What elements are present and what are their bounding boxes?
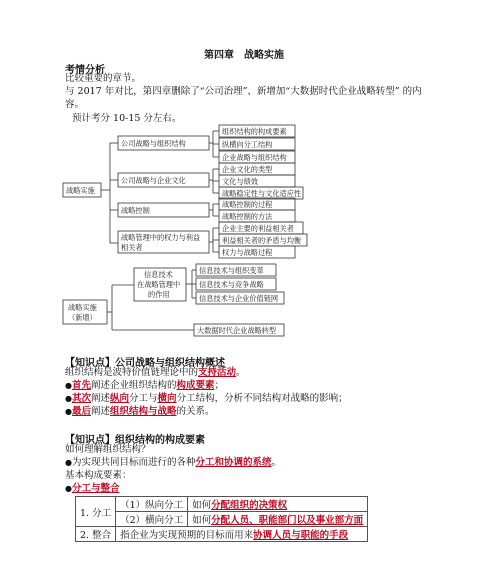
kp2-def-text: 。	[271, 457, 282, 468]
kp1-item-highlight: 组织结构与战略	[110, 406, 177, 417]
kp1-line1-highlight: 支持活动	[198, 367, 237, 378]
table-cell	[188, 497, 368, 512]
kp2-def-highlight: 分工和协调的系统	[195, 457, 272, 468]
cell-highlight: 协调人员与职能的手段	[253, 530, 349, 541]
table-cell: 1. 分工	[76, 497, 116, 527]
kp1-title: 【知识点】公司战略与组织结构概述	[65, 358, 225, 369]
kp1-item-text: 阐述	[91, 393, 111, 404]
intro-line: 比较重要的章节。	[65, 73, 142, 84]
mindmap2-root: 战略实施	[68, 303, 97, 312]
mindmap-leaf: 利益相关者的矛盾与均衡	[222, 236, 302, 245]
mindmap-leaf: 企业文化的类型	[222, 165, 273, 174]
mindmap-leaf: 组织结构的构成要素	[222, 127, 287, 136]
kp1-item	[65, 406, 215, 418]
structure-table	[75, 496, 368, 542]
mindmap2-leaf: 大数据时代企业战略转型	[197, 326, 277, 335]
kp1-item-lead: 其次	[71, 393, 91, 404]
kp1-item-text: 阐述企业组织结构的	[91, 380, 177, 391]
kp1-item-highlight: 横向	[157, 393, 177, 404]
kp2-def-text: 为实现共同目标而进行的各种	[71, 457, 196, 468]
kp1-item-lead: 首先	[71, 380, 91, 391]
cell-text: 如何	[192, 515, 212, 526]
cell-text: 如何	[192, 500, 212, 511]
table-cell	[116, 527, 368, 542]
mindmap2-branch: 的作用	[148, 290, 170, 299]
cell-highlight: 分配组织的决策权	[211, 500, 288, 511]
mindmap-branch: 战略控制	[121, 206, 150, 215]
kp2-question: 如何理解组织结构？	[65, 444, 151, 455]
cell-text: 指企业为实现预期的目标而用来	[120, 530, 254, 541]
table-cell: （2）横向分工	[116, 512, 188, 527]
bullet-icon: ●	[65, 484, 72, 493]
kp2-title: 【知识点】组织结构的构成要素	[65, 435, 205, 446]
bullet-icon: ●	[65, 407, 72, 416]
mindmap-branch: 公司战略与企业文化	[121, 176, 186, 185]
table-row	[76, 512, 368, 527]
kp1-item-highlight: 构成要素	[176, 380, 215, 391]
bullet-icon: ●	[65, 381, 72, 390]
cell-highlight: 分配人员、职能部门以及事业部方面	[211, 515, 364, 526]
intro-line: 预计考分 10-15 分左右。	[72, 113, 182, 124]
table-cell	[188, 512, 368, 527]
kp1-item-lead: 最后	[71, 406, 91, 417]
mindmap-root: 战略实施	[66, 186, 95, 195]
kp1-item-text: 分工与	[129, 393, 158, 404]
mindmap2-root: （新增）	[68, 313, 97, 322]
kp1-item-text: 分工结构，分析不同结构对战略的影响；	[176, 393, 348, 404]
kp1-item	[65, 393, 348, 405]
kp2-definition	[65, 457, 281, 469]
mindmap-branch: 公司战略与组织结构	[121, 139, 186, 148]
mindmap2-branch: 信息技术	[144, 270, 173, 279]
kp1-line1	[65, 367, 246, 379]
mindmap-leaf: 战略稳定性与文化适应性	[222, 189, 302, 198]
mindmap-branch: 相关者	[121, 243, 143, 252]
mindmap2-leaf: 信息技术与组织变革	[199, 266, 264, 275]
intro-line: 容。	[65, 99, 85, 110]
kp1-item-text: ；	[214, 380, 225, 391]
kp1-item-text: 的关系。	[176, 406, 215, 417]
kp1-item	[65, 380, 224, 392]
kp2-basic: 基本构成要素：	[65, 470, 132, 481]
table-row	[76, 527, 368, 542]
chapter-title: 第四章 战略实施	[204, 50, 284, 61]
bullet-icon: ●	[65, 458, 72, 467]
mindmap-leaf: 企业战略与组织结构	[222, 153, 287, 162]
mindmap-leaf: 文化与绩效	[222, 177, 258, 186]
mindmap-leaf: 企业主要的利益相关者	[222, 224, 294, 233]
kp1-line1-suffix: 。	[236, 367, 246, 378]
mindmap-leaf: 权力与战略过程	[222, 248, 273, 257]
table-cell: （1）纵向分工	[116, 497, 188, 512]
bullet-icon: ●	[65, 394, 72, 403]
section-title: 考情分析	[65, 65, 105, 76]
table-row	[76, 497, 368, 512]
kp1-item-text: 阐述	[91, 406, 111, 417]
mindmap-leaf: 战略控制的过程	[222, 200, 273, 209]
kp2-sub	[65, 483, 120, 495]
kp2-sub-label: 分工与整合	[71, 483, 120, 494]
intro-line: 与 2017 年对比，第四章删除了“公司治理”、新增加“大数据时代企业战略转型” 的内	[65, 86, 422, 97]
mindmap2-branch: 在战略管理中	[137, 280, 181, 289]
mindmap2-leaf: 信息技术与竞争战略	[199, 280, 264, 289]
mindmap-branch: 战略管理中的权力与利益	[121, 233, 201, 242]
mindmap-leaf: 纵横向分工结构	[222, 140, 273, 149]
mindmap-leaf: 战略控制的方法	[222, 212, 273, 221]
mindmap2-leaf: 信息技术与企业价值链网	[199, 294, 279, 303]
kp1-line1-prefix: 组织结构是波特价值链理论中的	[65, 367, 199, 378]
kp1-item-highlight: 纵向	[110, 393, 130, 404]
table-cell: 2. 整合	[76, 527, 116, 542]
